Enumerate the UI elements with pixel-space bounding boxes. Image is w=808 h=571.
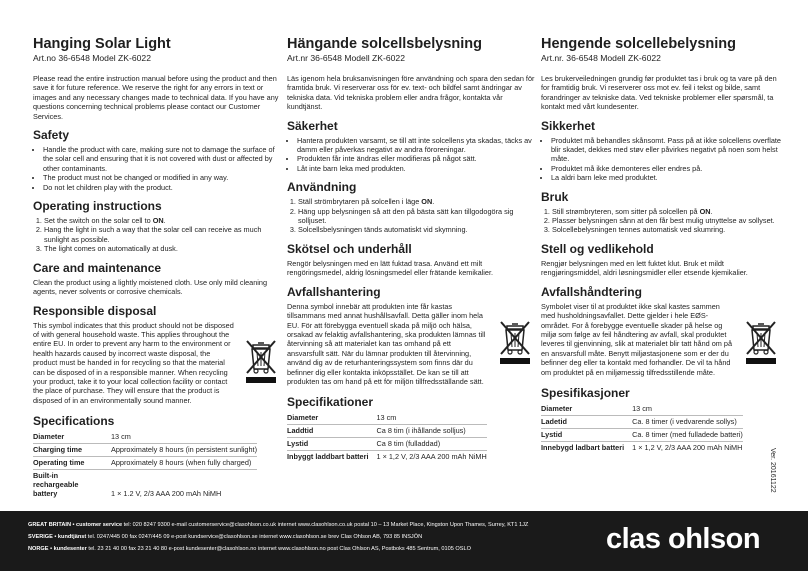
table-row: Diameter 13 cm [541, 403, 652, 413]
care-heading-en: Care and maintenance [33, 260, 162, 275]
safety-item: • The product must not be changed or modified in any way. [43, 173, 281, 182]
version-label: Ver. 20161122 [769, 448, 776, 493]
table-row: Laddtid Ca 8 tim (i ihållande solljus) [287, 425, 487, 438]
footer-line-se: SVERIGE • kundtjänst tel. 0247/445 00 fax 0247/445 09 e-post kundservice@clasohlson.se internet www.clasohlson.se brev Clas Ohlson AB, 793 85 INSJÖN [28, 534, 423, 540]
op-list-en [33, 216, 281, 254]
op-list-no [541, 207, 781, 235]
op-list-sv [287, 197, 535, 235]
safety-heading-no: Sikkerhet [541, 118, 596, 133]
spec-table-sv [287, 412, 487, 463]
table-row: Diameter 13 cm [287, 413, 397, 423]
intro-sv: Läs igenom hela bruksanvisningen före användning och spara den sedan för framtida bruk. Vi reserverar oss för ev. text- och bildfel samt ändringar av tekniska data. Vid tekniska problem eller andra frågor, kontakta vår kundtjänst. [287, 74, 535, 112]
spec-heading-no: Spesifikasjoner [541, 385, 630, 400]
op-step: 1. Set the switch on the solar cell to ON. [44, 216, 281, 225]
disposal-block-en [33, 321, 281, 408]
disposal-heading-no: Avfallshåndtering [541, 284, 642, 299]
table-row: Lystid Ca. 8 timer (med fulladede batteri) [541, 428, 743, 441]
spec-table-en [33, 431, 257, 500]
op-step: 3. Solcellebelysningen tennes automatisk ved skumring. [552, 225, 781, 234]
spec-heading-en: Specifications [33, 414, 115, 429]
clas-ohlson-logo: clas ohlson [606, 523, 761, 555]
safety-heading-en: Safety [33, 128, 70, 143]
intro-no: Les brukerveiledningen grundig før produktet tas i bruk og ta vare på den for framtidig bruk. Vi reserverer oss mot ev. feil i tekst og bilde, samt forandringer av tekniske data. Ved tekniske problemer eller spørsmål, ta kontakt med vårt kundesenter. [541, 74, 777, 112]
table-row: Inbyggt laddbart batteri 1 × 1,2 V, 2/3 AAA 200 mAh NiMH [287, 452, 487, 462]
column-norwegian [541, 36, 781, 454]
disposal-block-no [541, 302, 781, 379]
care-heading-no: Stell og vedlikehold [541, 241, 654, 256]
safety-item: • Låt inte barn leka med produkten. [297, 164, 535, 173]
weee-crossed-bin-icon [495, 316, 535, 364]
safety-item: • La aldri barn leke med produktet. [551, 173, 781, 182]
artno-sv: Art.nr 36-6548 Modell ZK-6022 [287, 53, 405, 63]
safety-item: • Hantera produkten varsamt, se till att inte solcellens yta skadas, täcks av damm eller påverkas negativt av andra föroreningar. [297, 136, 535, 155]
care-en: Clean the product using a lightly moistened cloth. Use only mild cleaning agents, never solvents or corrosive chemicals. [33, 277, 268, 297]
table-row: Ladetid Ca. 8 timer (i vedvarende sollys) [541, 415, 743, 428]
safety-item: • Produktet må ikke demonteres eller endres på. [551, 164, 781, 173]
op-heading-sv: Användning [287, 180, 357, 195]
op-step: 1. Ställ strömbrytaren på solcellen i läge ON. [298, 197, 535, 206]
column-english [33, 36, 281, 500]
footer-contacts [28, 519, 528, 555]
artno-en: Art.no 36-6548 Model ZK-6022 [33, 53, 151, 63]
artno-no: Art.nr. 36-6548 Modell ZK-6022 [541, 53, 661, 63]
care-sv: Rengör belysningen med en lätt fuktad trasa. Använd ett milt rengöringsmedel, aldrig lösningsmedel eller frätande kemikalier. [287, 258, 494, 278]
care-heading-sv: Skötsel och underhåll [287, 241, 412, 256]
op-step: 3. The light comes on automatically at dusk. [44, 244, 281, 253]
title-en: Hanging Solar Light [33, 36, 171, 52]
table-row: Diameter 13 cm [33, 432, 131, 442]
safety-list-sv [287, 136, 535, 174]
table-row: Built-in rechargeable battery 1 × 1.2 V, 2/3 AAA 200 mAh NiMH [33, 470, 257, 501]
column-swedish [287, 36, 535, 463]
table-row: Operating time Approximately 8 hours (when fully charged) [33, 457, 257, 470]
disposal-en: This symbol indicates that this product should not be disposed of with general household waste. This applies throughout the entire EU. In order to prevent any harm to the environment or health hazards caused by incorrect waste disposal, the product must be handed in for recycling so that the material can be disposed of in a responsible manner. When recycling your product, take it to your local collection facility or contact the place of purchase. They will ensure that the product is disposed of in an environmentally sound manner. [33, 320, 234, 405]
footer-line-gb: GREAT BRITAIN • customer service tel: 020 8247 9300 e-mail customerservice@clasohlson.co.uk internet www.clasohlson.co.uk postal 10 – 13 Market Place, Kingston Upon Thames, Surrey, KT1 1JZ [28, 522, 529, 528]
op-heading-en: Operating instructions [33, 199, 162, 214]
table-row: Charging time Approximately 8 hours (in persistent sunlight) [33, 444, 257, 457]
disposal-no: Symbolet viser til at produktet ikke skal kastes sammen med husholdningsavfallet. Dette gjelder i hele EØS-området. For å forebygge eventuelle skader på helse og miljø som følge av feil håndtering av avfall, skal produktet leveres til gjenvinning, slik at materialet blir tatt hånd om på en ansvarsfull måte. Benytt miljøstasjonene som er der du befinner deg eller ta kontakt med forhandler. De vil ta hånd om produktet på en miljømessig tilfredsstillende måte. [541, 301, 733, 377]
spec-table-no [541, 403, 743, 454]
safety-item: • Do not let children play with the product. [43, 183, 281, 192]
disposal-sv: Denna symbol innebär att produkten inte får kastas tillsammans med annat hushållsavfall. Detta gäller inom hela EU. För att förebygga eventuell skada på miljö och hälsa, orsakad av felaktig avfallshantering, ska produkten lämnas till återvinning så att materialet kan tas omhand på ett ansvarsfullt sätt. När du lämnar produkten till återvinning, använd dig av de returhanteringssystem som finns där du befinner dig eller kontakta inköpsstället. De kan se till att produkten tas om hand på ett för miljön tillfredsställande sätt. [287, 301, 486, 386]
op-step: 2. Plasser belysningen sånn at den får best mulig utnyttelse av sollyset. [552, 216, 781, 225]
op-step: 2. Hang the light in such a way that the solar cell can receive as much sunlight as possible. [44, 225, 281, 244]
title-no: Hengende solcellebelysning [541, 36, 736, 52]
safety-item: • Produkten får inte ändras eller modifieras på något sätt. [297, 154, 535, 163]
intro-en: Please read the entire instruction manual before using the product and then save it for future reference. We reserve the right for any errors in text or images and any necessary changes made to technical data. If you have any questions concerning technical problems please contact our Customer Services. [33, 74, 279, 121]
disposal-heading-en: Responsible disposal [33, 303, 157, 318]
weee-crossed-bin-icon [741, 316, 781, 364]
disposal-heading-sv: Avfallshantering [287, 284, 381, 299]
op-heading-no: Bruk [541, 189, 569, 204]
safety-list-no [541, 136, 781, 183]
care-no: Rengjør belysningen med en lett fuktet klut. Bruk et mildt rengjøringsmiddel, aldri løsningsmidler eller etsende kjemikalier. [541, 258, 748, 278]
table-row: Innebygd ladbart batteri 1 × 1,2 V, 2/3 AAA 200 mAh NiMH [541, 442, 743, 452]
disposal-block-sv [287, 302, 535, 389]
op-step: 2. Häng upp belysningen så att den på bästa sätt kan tillgodogöra sig solljuset. [298, 207, 535, 226]
safety-item: • Produktet må behandles skånsomt. Pass på at ikke solcellens overflate blir skadet, dekkes med støv eller påvirkes negativt på noen som helst måte. [551, 136, 781, 164]
safety-list-en [33, 145, 281, 192]
footer-line-no: NORGE • kundesenter tel. 23 21 40 00 fax 23 21 40 80 e-post kundesenter@clasohlson.no internet www.clasohlson.no post Clas Ohlson AS, Postboks 485 Sentrum, 0105 OSLO [28, 546, 471, 552]
footer [0, 511, 808, 571]
weee-crossed-bin-icon [241, 335, 281, 383]
op-step: 3. Solcellsbelysningen tänds automatiskt vid skymning. [298, 225, 535, 234]
safety-item: • Handle the product with care, making sure not to damage the surface of the solar cell and ensuring that it is not covered with dust or affected by other contaminants. [43, 145, 281, 173]
title-sv: Hängande solcellsbelysning [287, 36, 482, 52]
table-row: Lystid Ca 8 tim (fulladdad) [287, 438, 487, 451]
op-step: 1. Still strømbryteren, som sitter på solcellen på ON. [552, 207, 781, 216]
safety-heading-sv: Säkerhet [287, 118, 338, 133]
spec-heading-sv: Specifikationer [287, 395, 374, 410]
